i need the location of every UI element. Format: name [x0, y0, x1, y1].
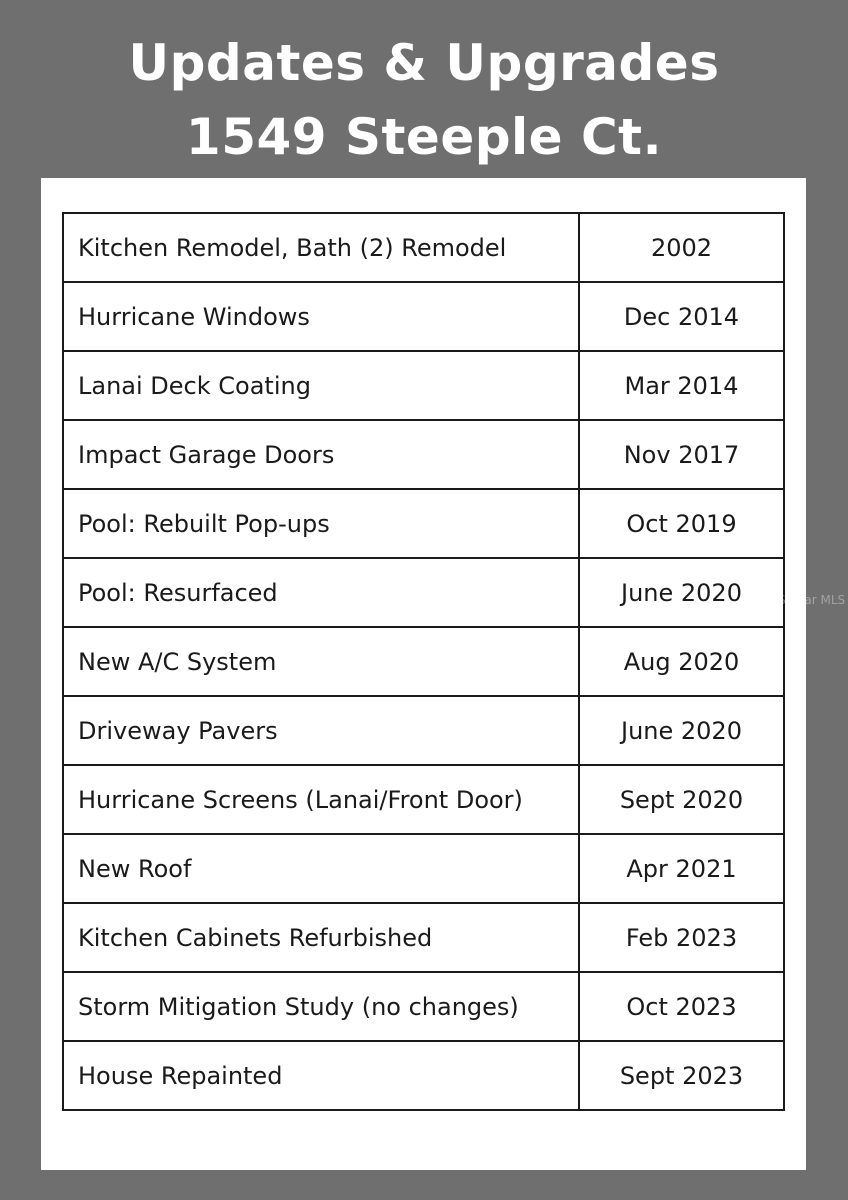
update-date: Apr 2021: [579, 834, 784, 903]
update-item: Storm Mitigation Study (no changes): [63, 972, 579, 1041]
update-date: Oct 2019: [579, 489, 784, 558]
update-date: Sept 2020: [579, 765, 784, 834]
update-item: Lanai Deck Coating: [63, 351, 579, 420]
update-date: June 2020: [579, 696, 784, 765]
update-item: Kitchen Remodel, Bath (2) Remodel: [63, 213, 579, 282]
table-row: [63, 765, 784, 834]
table-row: [63, 351, 784, 420]
table-row: [63, 627, 784, 696]
table-row: [63, 489, 784, 558]
table-row: [63, 903, 784, 972]
update-item: Pool: Rebuilt Pop-ups: [63, 489, 579, 558]
update-item: Hurricane Screens (Lanai/Front Door): [63, 765, 579, 834]
update-item: Kitchen Cabinets Refurbished: [63, 903, 579, 972]
table-row: [63, 282, 784, 351]
update-date: Aug 2020: [579, 627, 784, 696]
update-date: Feb 2023: [579, 903, 784, 972]
update-item: House Repainted: [63, 1041, 579, 1110]
table-row: [63, 213, 784, 282]
update-item: Impact Garage Doors: [63, 420, 579, 489]
updates-table: [62, 212, 785, 1111]
update-date: Sept 2023: [579, 1041, 784, 1110]
updates-card: [41, 178, 806, 1170]
table-row: [63, 1041, 784, 1110]
update-date: 2002: [579, 213, 784, 282]
update-date: Mar 2014: [579, 351, 784, 420]
update-item: Pool: Resurfaced: [63, 558, 579, 627]
update-item: Hurricane Windows: [63, 282, 579, 351]
update-date: Dec 2014: [579, 282, 784, 351]
table-row: [63, 834, 784, 903]
title-line-2: 1549 Steeple Ct.: [185, 108, 663, 166]
table-row: [63, 972, 784, 1041]
update-item: New Roof: [63, 834, 579, 903]
table-row: [63, 558, 784, 627]
update-item: Driveway Pavers: [63, 696, 579, 765]
update-date: Oct 2023: [579, 972, 784, 1041]
watermark: Stellar MLS: [778, 593, 846, 607]
update-date: June 2020: [579, 558, 784, 627]
table-row: [63, 696, 784, 765]
page-title: [0, 26, 848, 174]
update-date: Nov 2017: [579, 420, 784, 489]
update-item: New A/C System: [63, 627, 579, 696]
table-row: [63, 420, 784, 489]
title-line-1: Updates & Upgrades: [128, 34, 720, 92]
